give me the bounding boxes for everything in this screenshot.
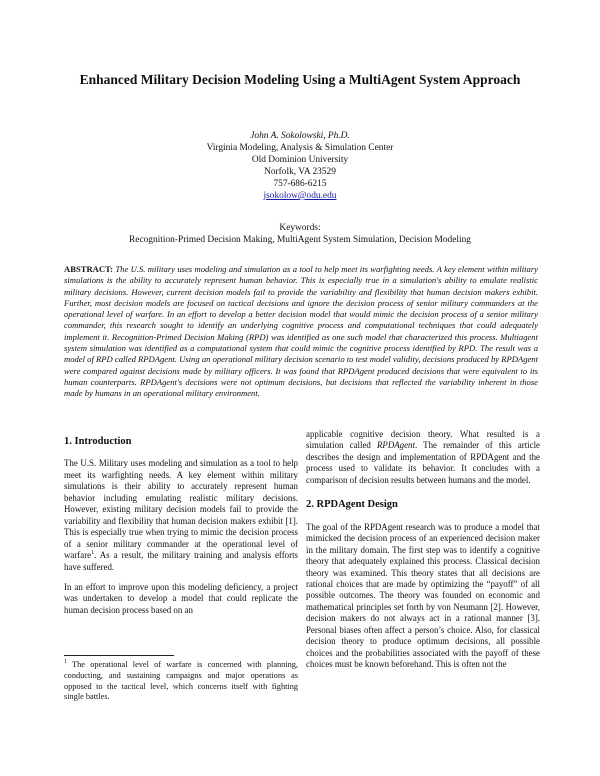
rpdagent-italic: RPDAgent (377, 440, 415, 451)
design-paragraph: The goal of the RPDAgent research was to produce a model that mimicked the decision process of an experienced decision maker in the military domain. The first step was to identify a cognitive theory that adequately explained this process. Classical decision theory was examined. This theory states that all decisions are rational choices that are made by optimizing the “payoff” of all possible outcomes. The theory was founded on economic and mathematical principles set forth by von Neumann [2]. However, decision makers do not always act in a rational manner [3]. Personal biases often affect a person’s choice. Also, for classical decision theory to produce optimum decisions, all possible choices and the probabilities associated with the payoff of these choices must be known beforehand. This is often not the (306, 521, 540, 670)
abstract-text: The U.S. military uses modeling and simulation as a tool to help meet its warfighting needs. A key element within military simulations is the ability to accurately represent human behavior. This is especially true in a simulation's ability to emulate realistic military decisions. However, current decision models fail to provide the variability and flexibility that human decision makers exhibit. Further, most decision models are focused on tactical decisions and ignore the decision process of senior military commanders at the operational level of warfare. In an effort to develop a better decision model that would mimic the decision process of a senior military commander, this research sought to identify an underlying cognitive process and computational techniques that could adequately implement it. Recognition-Primed Decision Making (RPD) was identified as one such model that characterized this process. Multiagent system simulation was identified as a computational system that could mimic the cognitive process identified by RPD. The result was a model of RPD called RPDAgent. Using an operational military decision scenario to test model validity, decisions produced by RPDAgent were compared against decisions made by military officers. It was found that RPDAgent produced decisions that were equivalent to its human counterparts. RPDAgent's decisions were not optimum decisions, but decisions that reflected the variability inherent in those made by humans in an operational military environment. (64, 264, 539, 399)
keywords-block (40, 222, 560, 246)
intro-p1-text: The U.S. Military uses modeling and simulation as a tool to help meet its warfighting needs. A key element within military simulations is their ability to accurately represent human behavior including emulating realistic military decisions. However, existing military decision models fail to provide the variability and flexibility that human decision makers exhibit [1]. This is especially true when trying to mimic the decision process of a senior military commander at the operational level of warfare (64, 458, 298, 561)
author-name: John A. Sokolowski, Ph.D. (250, 131, 350, 141)
abstract (64, 264, 538, 400)
abstract-label: ABSTRACT: (64, 264, 114, 274)
left-column (64, 436, 298, 616)
intro-paragraph-1 (64, 458, 298, 573)
keywords-label: Keywords: (279, 223, 321, 233)
footnote-marker: 1 (64, 659, 67, 666)
keywords-list: Recognition-Primed Decision Making, MultiAgent System Simulation, Decision Modeling (129, 235, 471, 245)
section-heading-rpdagent-design: 2. RPDAgent Design (306, 499, 398, 511)
author-email-link[interactable]: jsokolow@odu.edu (263, 191, 337, 201)
intro-cont-text: applicable cognitive decision theory. What resulted is a simulation called (306, 429, 540, 451)
right-column (306, 429, 540, 671)
footnote (64, 660, 298, 703)
author-affiliation: Virginia Modeling, Analysis & Simulation Center (206, 143, 394, 153)
intro-paragraph-2: In an effort to improve upon this modeling deficiency, a project was undertaken to develop a model that could replicate the human decision process based on an (64, 581, 298, 615)
footnote-ref[interactable]: 1 (91, 550, 95, 557)
intro-cont-tail: . The remainder of this article describes the design and implementation of RPDAgent and the process used to validate its behavior. It concludes with a comparison of decision results between humans and the model. (306, 440, 540, 485)
intro-continuation (306, 429, 540, 486)
author-block (150, 130, 450, 202)
footnote-text: The operational level of warfare is concerned with planning, conducting, and sustaining campaigns and major operations as opposed to the tactical level, which concerns itself with fighting single battles. (64, 660, 298, 702)
intro-p1-tail: . As a result, the military training and analysis efforts have suffered. (64, 550, 298, 572)
author-phone: 757-686-6215 (273, 179, 327, 189)
author-university: Old Dominion University (251, 155, 349, 165)
footnote-divider (64, 655, 174, 656)
author-city: Norfolk, VA 23529 (264, 167, 336, 177)
paper-title: Enhanced Military Decision Modeling Using a MultiAgent System Approach (79, 72, 521, 87)
section-heading-introduction: 1. Introduction (64, 436, 132, 447)
